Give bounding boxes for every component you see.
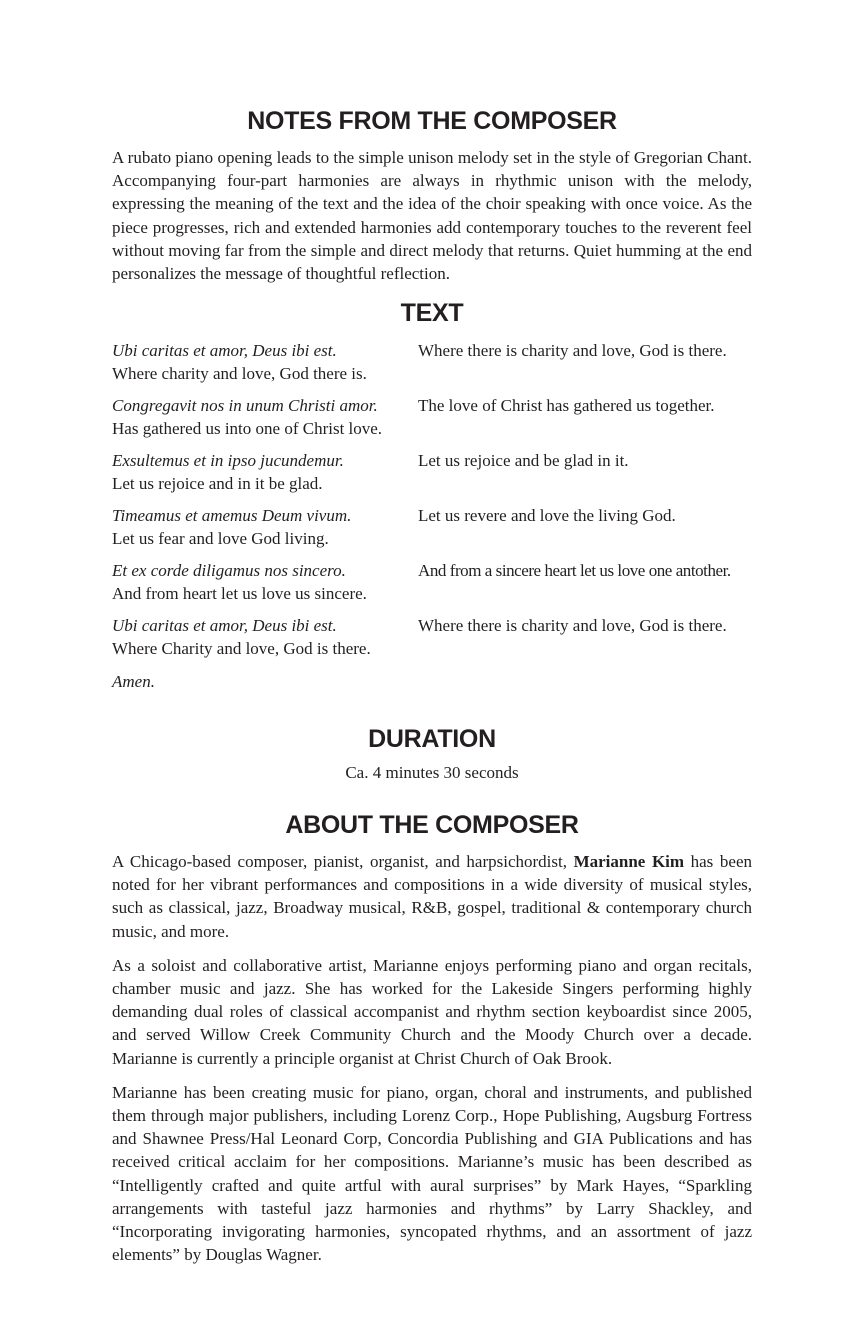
latin-line: Et ex corde diligamus nos sincero. <box>112 561 346 580</box>
notes-text: A rubato piano opening leads to the simple unison melody set in the style of Gregorian Chant. Accompanying four-part harmonies are always in rhythmic unison with the melody, expressing the meaning of the text and the idea of the choir speaking with once voice. As the piece progresses, rich and extended harmonies add contemporary touches to the reverent feel without moving far from the simple and direct melody that returns. Quiet humming at the end personalizes the message of thoughtful reflection. <box>112 148 752 284</box>
literal-translation: Has gathered us into one of Christ love. <box>112 419 383 439</box>
translation: Let us rejoice and be glad in it. <box>418 451 629 470</box>
literal-translation: Where Charity and love, God is there. <box>112 639 371 659</box>
translation: Let us revere and love the living God. <box>418 506 676 525</box>
about-paragraph-2: As a soloist and collaborative artist, Marianne enjoys performing piano and organ recitals, chamber music and jazz. She has worked for the Lakeside Singers performing highly demanding dual roles of classical accompanist and rhythm section keyboardist since 2005, and served Willow Creek Community Church and the Moody Church over a decade. Marianne is currently a principle organist at Christ Church of Oak Brook. <box>112 955 752 1068</box>
about-p1-text-end: has been noted for her vibrant performances and compositions in a wide diversity of musical styles, such as classical, jazz, Broadway musical, R&B, gospel, traditional & contemporary church music, and more. <box>112 852 752 941</box>
about-paragraph-3: Marianne has been creating music for piano, organ, choral and instruments, and published them through major publishers, including Lorenz Corp., Hope Publishing, Augsburg Fortress and Shawnee Press/Hal Leonard Corp, Concordia Publishing and GIA Publications and has received critical acclaim for her compositions. Marianne’s music has been described as “Intelligently crafted and quite artful with aural surprises” by Mark Hayes, “Sparkling arrangements with tasteful jazz harmonies and rhythms” by Larry Shackley, and “Incorporating invigorating harmonies, syncopated rhythms, and an assortment of jazz elements” by Douglas Wagner. <box>112 1082 752 1265</box>
notes-heading: NOTES FROM THE COMPOSER <box>247 107 617 135</box>
latin-line: Congregavit nos in unum Christi amor. <box>112 396 378 415</box>
latin-column <box>112 614 412 660</box>
latin-column <box>112 504 412 550</box>
literal-translation: Where charity and love, God there is. <box>112 364 367 384</box>
duration-heading: DURATION <box>368 725 496 753</box>
latin-column <box>112 449 412 495</box>
literal-translation: Let us rejoice and in it be glad. <box>112 474 323 494</box>
translation: And from a sincere heart let us love one antother. <box>418 561 731 580</box>
latin-column <box>112 394 412 440</box>
amen: Amen. <box>112 672 155 691</box>
about-heading: ABOUT THE COMPOSER <box>285 811 579 839</box>
translation: The love of Christ has gathered us together. <box>418 396 715 415</box>
literal-translation: And from heart let us love us sincere. <box>112 584 367 604</box>
latin-line: Ubi caritas et amor, Deus ibi est. <box>112 616 337 635</box>
latin-column <box>112 339 412 385</box>
composer-name: Marianne Kim <box>573 852 685 871</box>
duration-value: Ca. 4 minutes 30 seconds <box>345 763 519 782</box>
latin-column <box>112 559 412 605</box>
about-p1-text: A Chicago-based composer, pianist, organist, and harpsichordist, <box>112 852 574 871</box>
latin-line: Ubi caritas et amor, Deus ibi est. <box>112 341 337 360</box>
latin-line: Exsultemus et in ipso jucundemur. <box>112 451 344 470</box>
text-heading: TEXT <box>400 299 464 327</box>
latin-line: Timeamus et amemus Deum vivum. <box>112 506 352 525</box>
about-body <box>112 850 752 1277</box>
about-paragraph-1 <box>112 850 752 943</box>
translation: Where there is charity and love, God is there. <box>418 616 727 635</box>
notes-paragraph <box>112 146 752 296</box>
translation: Where there is charity and love, God is there. <box>418 341 727 360</box>
literal-translation: Let us fear and love God living. <box>112 529 329 549</box>
